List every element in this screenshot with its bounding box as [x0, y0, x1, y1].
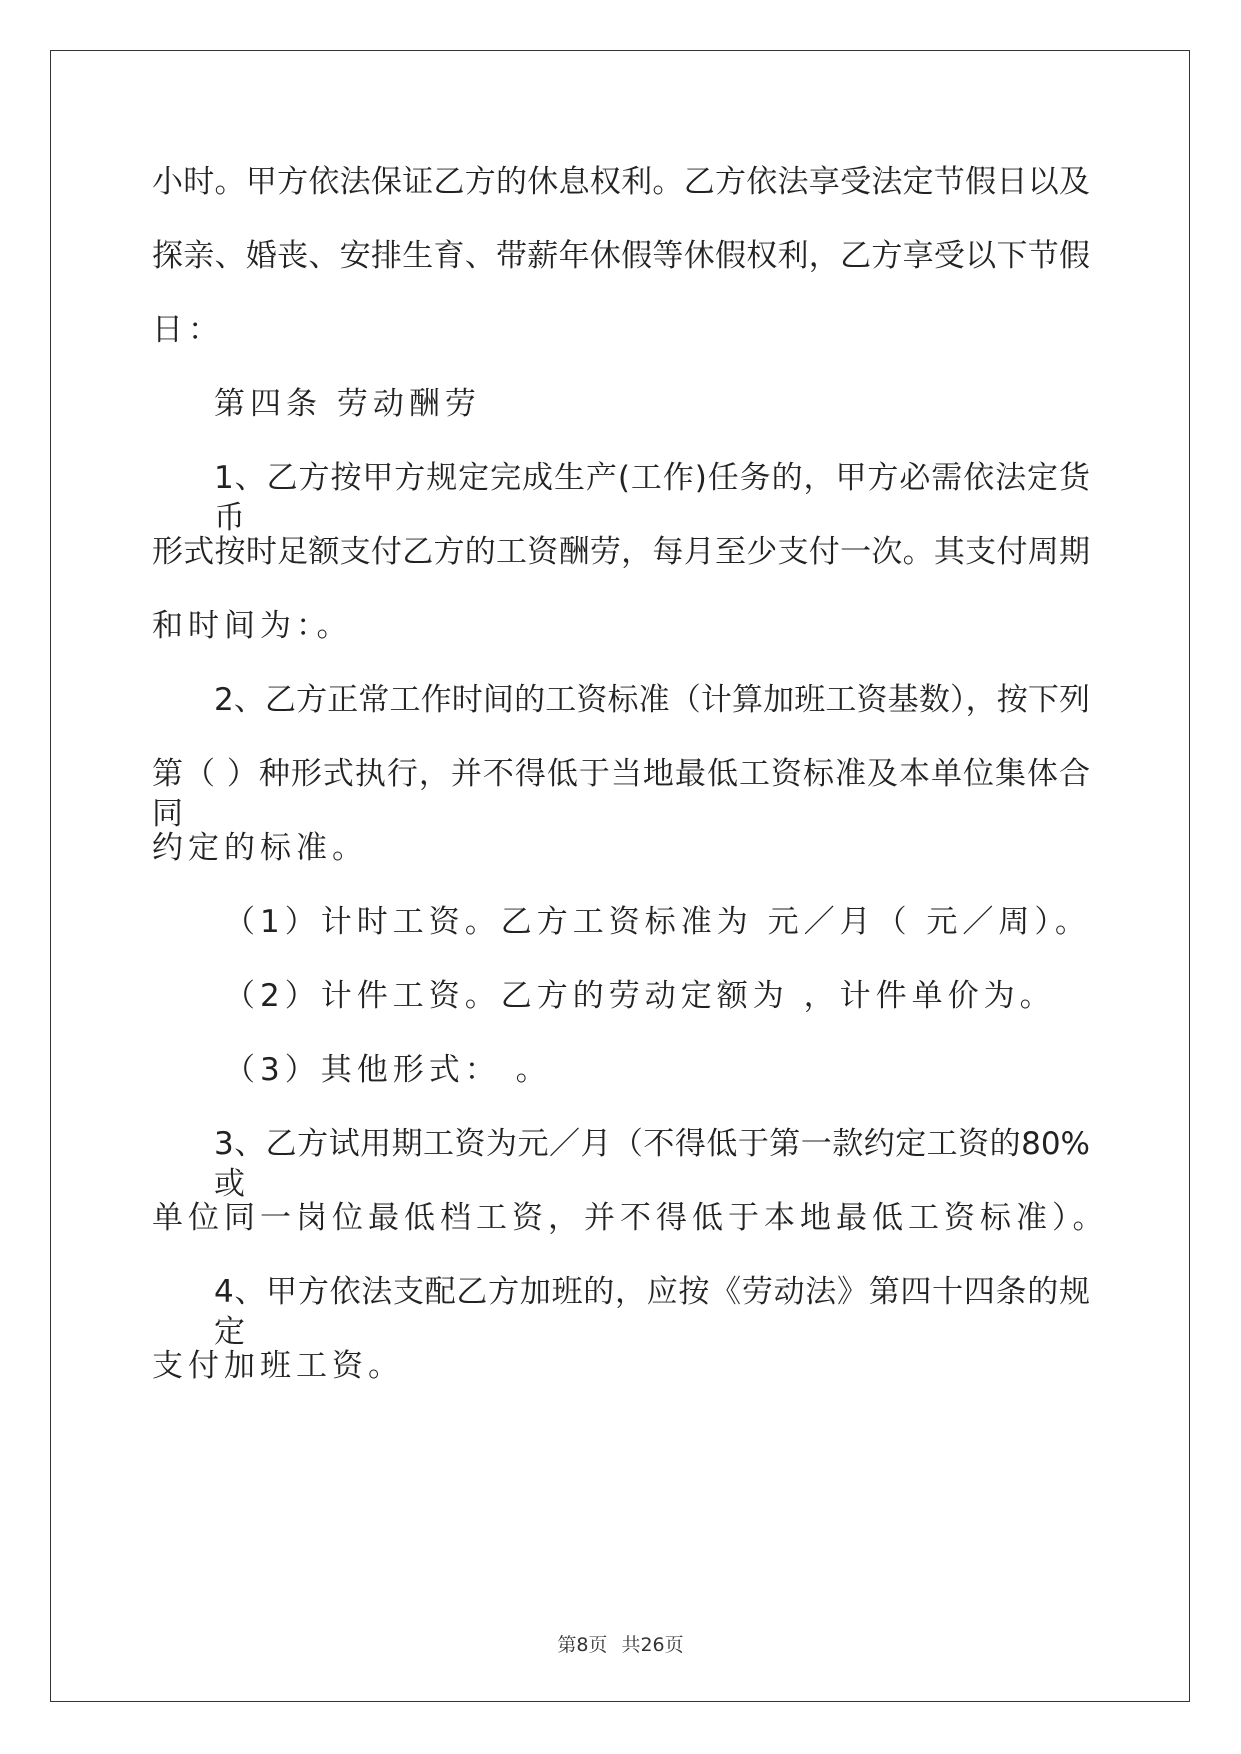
- paragraph-line-2: 探亲、婚丧、安排生育、带薪年休假等休假权利，乙方享受以下节假: [152, 238, 1090, 274]
- page-border: [50, 50, 1190, 1702]
- clause-4-line-1: 4、甲方依法支配乙方加班的，应按《劳动法》第四十四条的规定: [214, 1274, 1090, 1350]
- page-total: 共26页: [621, 1634, 684, 1656]
- clause-1-line-3: 和时间为：。: [152, 608, 353, 644]
- paragraph-line-1: 小时。甲方依法保证乙方的休息权利。乙方依法享受法定节假日以及: [152, 164, 1090, 200]
- clause-4-line-2: 支付加班工资。: [152, 1348, 404, 1384]
- clause-2-line-2: 第（ ）种形式执行，并不得低于当地最低工资标准及本单位集体合同: [152, 756, 1090, 832]
- clause-3-line-1: 3、乙方试用期工资为元／月（不得低于第一款约定工资的80%或: [214, 1126, 1090, 1202]
- clause-1-line-1: 1、乙方按甲方规定完成生产(工作)任务的，甲方必需依法定货币: [214, 460, 1090, 536]
- paragraph-line-3: 日：: [152, 312, 224, 348]
- page-number: 第8页: [557, 1634, 608, 1656]
- page-footer: [0, 1630, 1241, 1657]
- clause-2-line-1: 2、乙方正常工作时间的工资标准（计算加班工资基数），按下列: [214, 682, 1090, 718]
- option-2: （2）计件工资。乙方的劳动定额为 ，计件单价为。: [224, 978, 1056, 1014]
- clause-1-line-2: 形式按时足额支付乙方的工资酬劳，每月至少支付一次。其支付周期: [152, 534, 1090, 570]
- section-heading: 第四条 劳动酬劳: [214, 386, 481, 422]
- clause-3-line-2: 单位同一岗位最低档工资，并不得低于本地最低工资标准）。: [152, 1200, 1109, 1236]
- clause-2-line-3: 约定的标准。: [152, 830, 368, 866]
- option-1: （1）计时工资。乙方工资标准为 元／月（ 元／周）。: [224, 904, 1091, 940]
- option-3: （3）其他形式： 。: [224, 1052, 552, 1088]
